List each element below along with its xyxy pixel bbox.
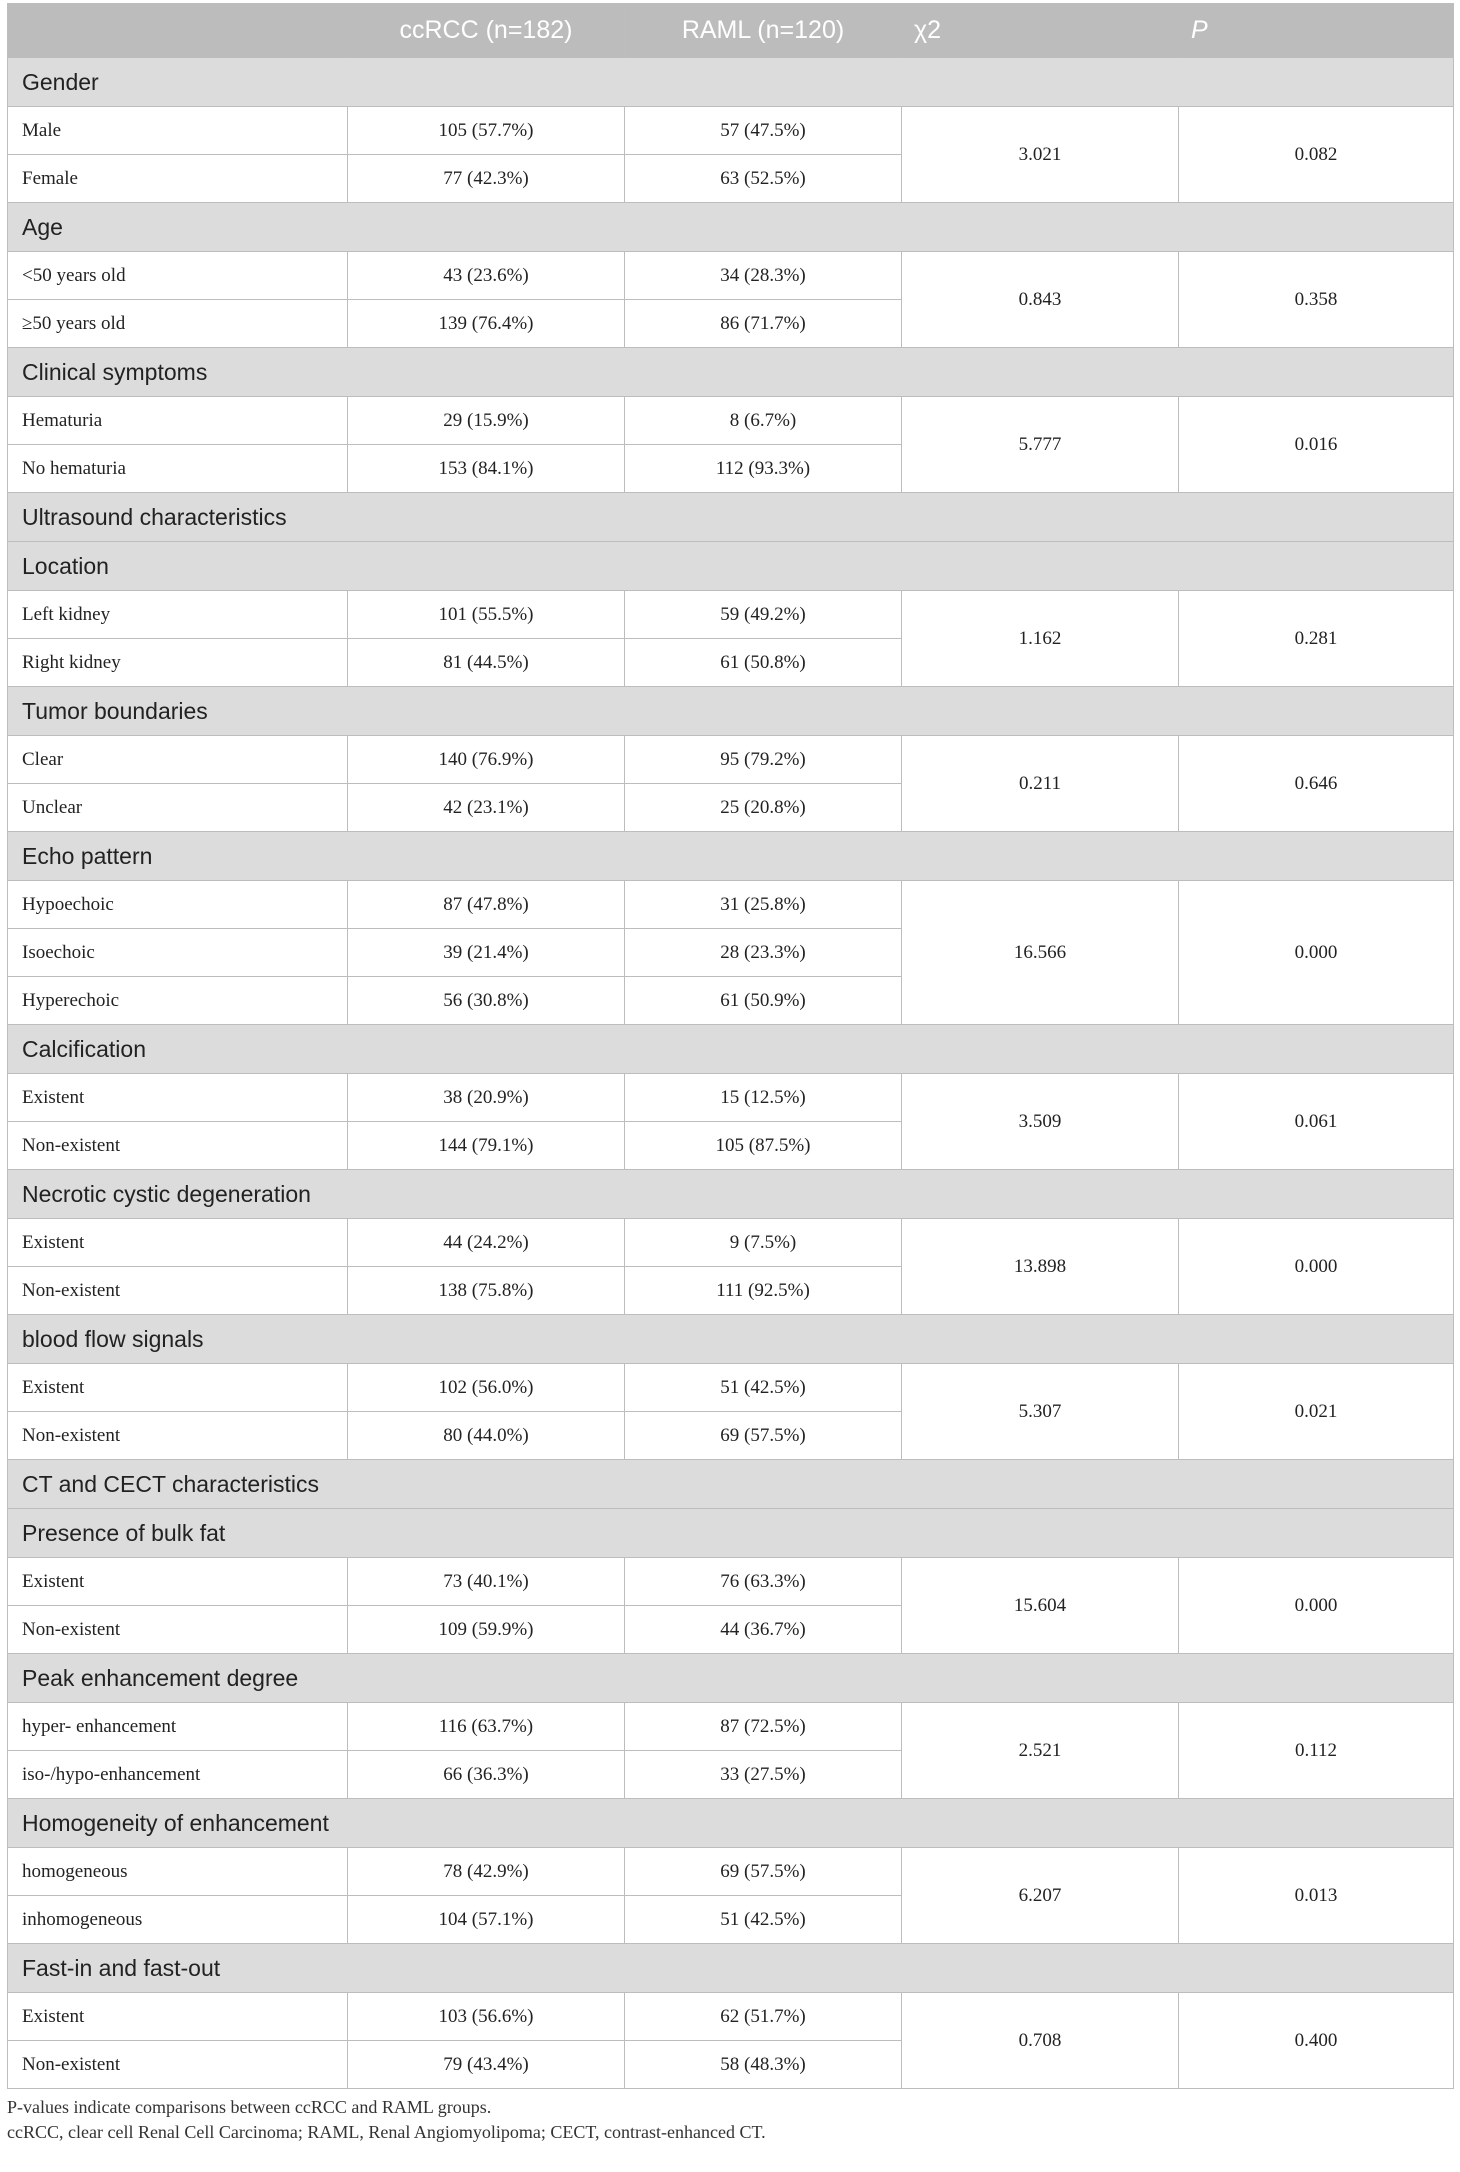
row-label: Existent xyxy=(8,1364,348,1412)
raml-cell: 87 (72.5%) xyxy=(625,1703,902,1751)
footnotes xyxy=(7,2095,1453,2145)
chi2-cell: 16.566 xyxy=(902,881,1179,1025)
table-row xyxy=(8,1558,1454,1606)
p-value-cell: 0.061 xyxy=(1179,1074,1454,1170)
ccrcc-cell: 104 (57.1%) xyxy=(348,1896,625,1944)
raml-cell: 25 (20.8%) xyxy=(625,784,902,832)
raml-cell: 44 (36.7%) xyxy=(625,1606,902,1654)
chi2-cell: 2.521 xyxy=(902,1703,1179,1799)
p-value-cell: 0.000 xyxy=(1179,881,1454,1025)
chi2-cell: 5.307 xyxy=(902,1364,1179,1460)
raml-cell: 31 (25.8%) xyxy=(625,881,902,929)
ccrcc-cell: 56 (30.8%) xyxy=(348,977,625,1025)
raml-cell: 33 (27.5%) xyxy=(625,1751,902,1799)
section-row xyxy=(8,687,1454,736)
section-row xyxy=(8,1654,1454,1703)
section-row xyxy=(8,1799,1454,1848)
chi2-cell: 3.509 xyxy=(902,1074,1179,1170)
table-row xyxy=(8,1074,1454,1122)
footnote: P-values indicate comparisons between ccRCC and RAML groups. xyxy=(7,2097,492,2117)
raml-cell: 9 (7.5%) xyxy=(625,1219,902,1267)
ccrcc-cell: 109 (59.9%) xyxy=(348,1606,625,1654)
row-label: Existent xyxy=(8,1558,348,1606)
section-title: Calcification xyxy=(8,1025,1454,1074)
raml-cell: 62 (51.7%) xyxy=(625,1993,902,2041)
ccrcc-cell: 87 (47.8%) xyxy=(348,881,625,929)
raml-cell: 63 (52.5%) xyxy=(625,155,902,203)
row-label: Non-existent xyxy=(8,1412,348,1460)
ccrcc-cell: 80 (44.0%) xyxy=(348,1412,625,1460)
ccrcc-cell: 38 (20.9%) xyxy=(348,1074,625,1122)
p-value-cell: 0.646 xyxy=(1179,736,1454,832)
row-label: No hematuria xyxy=(8,445,348,493)
section-title: Gender xyxy=(8,58,1454,107)
p-value-cell: 0.013 xyxy=(1179,1848,1454,1944)
row-label: Right kidney xyxy=(8,639,348,687)
raml-cell: 69 (57.5%) xyxy=(625,1412,902,1460)
header-raml: RAML (n=120) xyxy=(625,4,902,58)
ccrcc-cell: 103 (56.6%) xyxy=(348,1993,625,2041)
raml-cell: 51 (42.5%) xyxy=(625,1364,902,1412)
ccrcc-cell: 144 (79.1%) xyxy=(348,1122,625,1170)
p-value-cell: 0.400 xyxy=(1179,1993,1454,2089)
section-row xyxy=(8,542,1454,591)
section-row xyxy=(8,832,1454,881)
ccrcc-cell: 43 (23.6%) xyxy=(348,252,625,300)
p-value-cell: 0.082 xyxy=(1179,107,1454,203)
ccrcc-cell: 101 (55.5%) xyxy=(348,591,625,639)
row-label: homogeneous xyxy=(8,1848,348,1896)
table-row xyxy=(8,252,1454,300)
section-title: blood flow signals xyxy=(8,1315,1454,1364)
ccrcc-cell: 153 (84.1%) xyxy=(348,445,625,493)
table-row xyxy=(8,397,1454,445)
row-label: Hematuria xyxy=(8,397,348,445)
row-label: ≥50 years old xyxy=(8,300,348,348)
ccrcc-cell: 78 (42.9%) xyxy=(348,1848,625,1896)
section-title: Homogeneity of enhancement xyxy=(8,1799,1454,1848)
ccrcc-cell: 66 (36.3%) xyxy=(348,1751,625,1799)
ccrcc-cell: 116 (63.7%) xyxy=(348,1703,625,1751)
ccrcc-cell: 138 (75.8%) xyxy=(348,1267,625,1315)
raml-cell: 86 (71.7%) xyxy=(625,300,902,348)
chi2-cell: 5.777 xyxy=(902,397,1179,493)
p-value-cell: 0.358 xyxy=(1179,252,1454,348)
chi2-cell: 15.604 xyxy=(902,1558,1179,1654)
raml-cell: 57 (47.5%) xyxy=(625,107,902,155)
section-title: Clinical symptoms xyxy=(8,348,1454,397)
table-row xyxy=(8,1848,1454,1896)
row-label: Clear xyxy=(8,736,348,784)
row-label: Male xyxy=(8,107,348,155)
comparison-table xyxy=(7,3,1454,2089)
p-value-cell: 0.112 xyxy=(1179,1703,1454,1799)
section-title: Age xyxy=(8,203,1454,252)
raml-cell: 61 (50.9%) xyxy=(625,977,902,1025)
raml-cell: 58 (48.3%) xyxy=(625,2041,902,2089)
section-row xyxy=(8,1460,1454,1509)
row-label: Isoechoic xyxy=(8,929,348,977)
raml-cell: 15 (12.5%) xyxy=(625,1074,902,1122)
raml-cell: 8 (6.7%) xyxy=(625,397,902,445)
row-label: Female xyxy=(8,155,348,203)
row-label: Unclear xyxy=(8,784,348,832)
raml-cell: 76 (63.3%) xyxy=(625,1558,902,1606)
section-title: Necrotic cystic degeneration xyxy=(8,1170,1454,1219)
raml-cell: 112 (93.3%) xyxy=(625,445,902,493)
section-title: Peak enhancement degree xyxy=(8,1654,1454,1703)
chi2-cell: 1.162 xyxy=(902,591,1179,687)
row-label: <50 years old xyxy=(8,252,348,300)
p-value-cell: 0.000 xyxy=(1179,1219,1454,1315)
section-title: Echo pattern xyxy=(8,832,1454,881)
section-title: Location xyxy=(8,542,1454,591)
raml-cell: 69 (57.5%) xyxy=(625,1848,902,1896)
table-row xyxy=(8,736,1454,784)
row-label: Non-existent xyxy=(8,1122,348,1170)
row-label: hyper- enhancement xyxy=(8,1703,348,1751)
ccrcc-cell: 139 (76.4%) xyxy=(348,300,625,348)
header-blank xyxy=(8,4,348,58)
ccrcc-cell: 81 (44.5%) xyxy=(348,639,625,687)
ccrcc-cell: 79 (43.4%) xyxy=(348,2041,625,2089)
section-title: Ultrasound characteristics xyxy=(8,493,1454,542)
section-title: Tumor boundaries xyxy=(8,687,1454,736)
header-p: P xyxy=(1179,4,1454,58)
ccrcc-cell: 44 (24.2%) xyxy=(348,1219,625,1267)
row-label: Existent xyxy=(8,1074,348,1122)
row-label: Non-existent xyxy=(8,1606,348,1654)
section-row xyxy=(8,1509,1454,1558)
table-container xyxy=(7,3,1453,2145)
section-row xyxy=(8,1944,1454,1993)
table-row xyxy=(8,591,1454,639)
row-label: Existent xyxy=(8,1993,348,2041)
footnote: ccRCC, clear cell Renal Cell Carcinoma; RAML, Renal Angiomyolipoma; CECT, contrast-enhanced CT. xyxy=(7,2122,766,2142)
header-ccrcc: ccRCC (n=182) xyxy=(348,4,625,58)
p-value-cell: 0.000 xyxy=(1179,1558,1454,1654)
chi2-cell: 3.021 xyxy=(902,107,1179,203)
section-row xyxy=(8,493,1454,542)
ccrcc-cell: 105 (57.7%) xyxy=(348,107,625,155)
row-label: Existent xyxy=(8,1219,348,1267)
ccrcc-cell: 42 (23.1%) xyxy=(348,784,625,832)
chi2-cell: 0.211 xyxy=(902,736,1179,832)
raml-cell: 28 (23.3%) xyxy=(625,929,902,977)
section-row xyxy=(8,1025,1454,1074)
table-row xyxy=(8,1993,1454,2041)
row-label: Non-existent xyxy=(8,2041,348,2089)
section-row xyxy=(8,1315,1454,1364)
raml-cell: 59 (49.2%) xyxy=(625,591,902,639)
row-label: Left kidney xyxy=(8,591,348,639)
chi2-cell: 6.207 xyxy=(902,1848,1179,1944)
section-row xyxy=(8,58,1454,107)
ccrcc-cell: 29 (15.9%) xyxy=(348,397,625,445)
ccrcc-cell: 73 (40.1%) xyxy=(348,1558,625,1606)
row-label: iso-/hypo-enhancement xyxy=(8,1751,348,1799)
section-row xyxy=(8,1170,1454,1219)
p-value-cell: 0.281 xyxy=(1179,591,1454,687)
raml-cell: 51 (42.5%) xyxy=(625,1896,902,1944)
ccrcc-cell: 77 (42.3%) xyxy=(348,155,625,203)
raml-cell: 111 (92.5%) xyxy=(625,1267,902,1315)
row-label: Hyperechoic xyxy=(8,977,348,1025)
raml-cell: 61 (50.8%) xyxy=(625,639,902,687)
ccrcc-cell: 39 (21.4%) xyxy=(348,929,625,977)
row-label: Hypoechoic xyxy=(8,881,348,929)
section-row xyxy=(8,203,1454,252)
chi2-cell: 13.898 xyxy=(902,1219,1179,1315)
table-row xyxy=(8,1703,1454,1751)
ccrcc-cell: 140 (76.9%) xyxy=(348,736,625,784)
section-row xyxy=(8,348,1454,397)
table-row xyxy=(8,881,1454,929)
chi2-cell: 0.708 xyxy=(902,1993,1179,2089)
table-row xyxy=(8,107,1454,155)
p-value-cell: 0.021 xyxy=(1179,1364,1454,1460)
table-row xyxy=(8,1364,1454,1412)
chi2-cell: 0.843 xyxy=(902,252,1179,348)
section-title: Fast-in and fast-out xyxy=(8,1944,1454,1993)
header-chi2: χ2 xyxy=(902,4,1179,58)
row-label: Non-existent xyxy=(8,1267,348,1315)
ccrcc-cell: 102 (56.0%) xyxy=(348,1364,625,1412)
raml-cell: 105 (87.5%) xyxy=(625,1122,902,1170)
raml-cell: 95 (79.2%) xyxy=(625,736,902,784)
header-row xyxy=(8,4,1454,58)
section-title: Presence of bulk fat xyxy=(8,1509,1454,1558)
row-label: inhomogeneous xyxy=(8,1896,348,1944)
table-row xyxy=(8,1219,1454,1267)
raml-cell: 34 (28.3%) xyxy=(625,252,902,300)
p-value-cell: 0.016 xyxy=(1179,397,1454,493)
section-title: CT and CECT characteristics xyxy=(8,1460,1454,1509)
